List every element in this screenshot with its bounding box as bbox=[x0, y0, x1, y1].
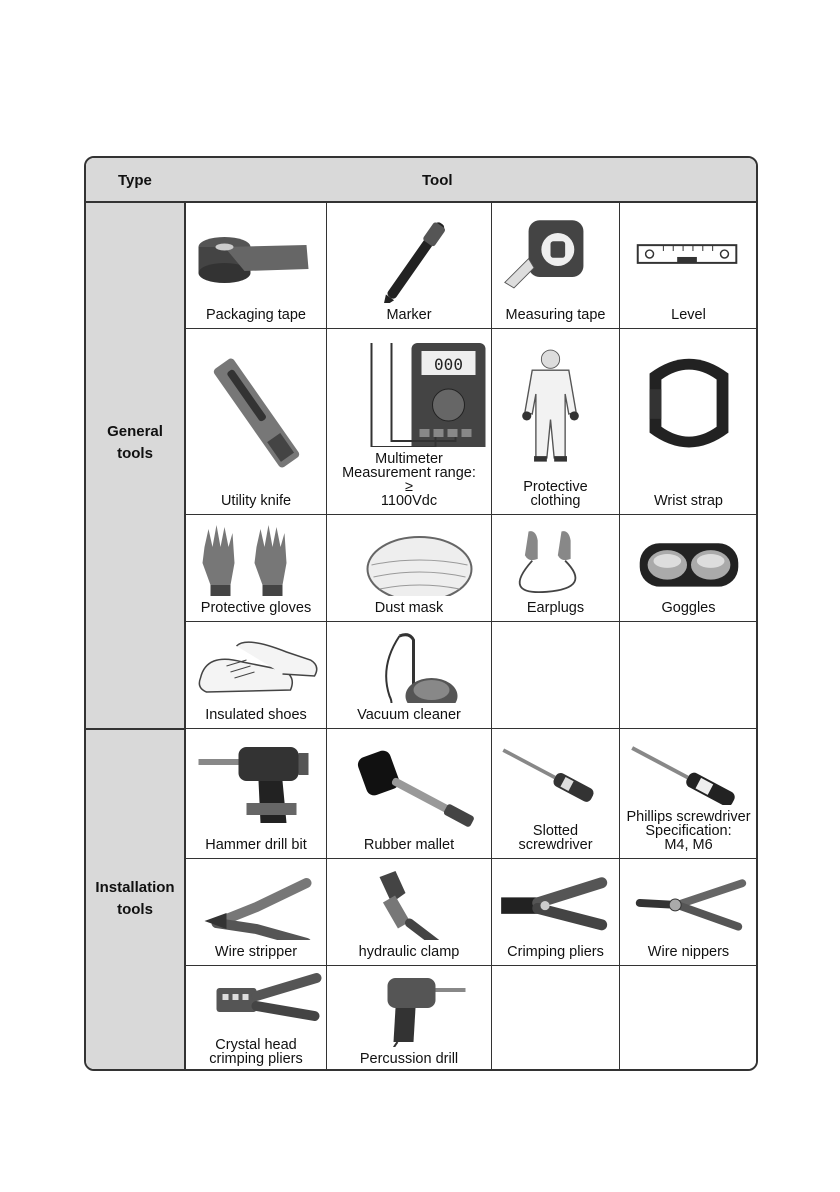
wire-nippers-icon bbox=[620, 863, 758, 940]
crystal-head-crimping-pliers-icon bbox=[186, 970, 327, 1033]
tool-cell-insulated-shoes bbox=[186, 622, 327, 729]
tool-caption bbox=[620, 810, 757, 852]
tool-caption-line: M4, M6 bbox=[664, 837, 713, 853]
wrist-strap-icon bbox=[620, 333, 758, 489]
tool-cell-rubber-mallet bbox=[327, 729, 492, 859]
earplugs-icon bbox=[492, 519, 620, 596]
tool-caption-line: Level bbox=[671, 307, 706, 323]
tool-caption-line: Rubber mallet bbox=[363, 837, 455, 853]
tool-cell-level bbox=[620, 203, 758, 329]
rubber-mallet-icon bbox=[327, 733, 492, 833]
tool-cell-earplugs bbox=[492, 515, 620, 622]
tool-caption bbox=[327, 601, 491, 615]
tool-caption-line: Hammer drill bit bbox=[205, 837, 307, 853]
tool-cell-hammer-drill bbox=[186, 729, 327, 859]
tool-cell-slotted-screwdriver bbox=[492, 729, 620, 859]
tool-caption bbox=[492, 308, 619, 322]
tool-caption-line: Wire stripper bbox=[214, 944, 298, 960]
phillips-screwdriver-icon bbox=[620, 733, 758, 805]
protective-gloves-icon bbox=[186, 519, 327, 596]
tool-caption-line: Crystal head bbox=[215, 1037, 297, 1053]
tool-caption-line: Insulated shoes bbox=[205, 707, 307, 723]
multimeter-icon bbox=[327, 333, 492, 447]
tool-caption bbox=[327, 708, 491, 722]
tool-cell-dust-mask bbox=[327, 515, 492, 622]
tool-caption bbox=[620, 308, 757, 322]
hydraulic-clamp-icon bbox=[327, 863, 492, 940]
tool-cell-marker bbox=[327, 203, 492, 329]
tool-caption bbox=[327, 838, 491, 852]
percussion-drill-icon bbox=[327, 970, 492, 1047]
tool-cell-measuring-tape bbox=[492, 203, 620, 329]
tool-caption-line: Percussion drill bbox=[359, 1051, 459, 1067]
tool-cell-protective-gloves bbox=[186, 515, 327, 622]
tool-caption-line: Dust mask bbox=[374, 600, 444, 616]
group-label-line: Installation bbox=[95, 879, 175, 896]
tool-caption-line: crimping pliers bbox=[209, 1051, 303, 1067]
tool-caption bbox=[327, 308, 491, 322]
tool-caption bbox=[620, 494, 757, 508]
tool-cell-vacuum-cleaner bbox=[327, 622, 492, 729]
svg-text:000: 000 bbox=[434, 355, 463, 374]
utility-knife-icon bbox=[186, 333, 327, 489]
tool-caption-line: Crimping pliers bbox=[507, 944, 604, 960]
tool-cell-crystal-head-crimping-pliers bbox=[186, 966, 327, 1071]
tool-caption-line: ≥ bbox=[405, 479, 413, 495]
group-label-line: General bbox=[107, 423, 163, 440]
tool-caption-line: clothing bbox=[530, 493, 581, 509]
table-header bbox=[86, 158, 756, 203]
tool-caption-line: Specification: bbox=[645, 823, 732, 839]
tool-caption bbox=[492, 480, 619, 508]
wire-stripper-icon bbox=[186, 863, 327, 940]
group-label-line: tools bbox=[117, 445, 153, 462]
slotted-screwdriver-icon bbox=[492, 733, 620, 819]
measuring-tape-icon bbox=[492, 207, 620, 303]
tool-caption-line: Earplugs bbox=[526, 600, 585, 616]
tool-cell-phillips-screwdriver bbox=[620, 729, 758, 859]
tool-caption bbox=[186, 945, 326, 959]
tool-caption-line: hydraulic clamp bbox=[358, 944, 460, 960]
tool-caption bbox=[327, 945, 491, 959]
tool-caption-line: Wire nippers bbox=[647, 944, 730, 960]
tool-caption bbox=[186, 1038, 326, 1066]
empty-cell bbox=[620, 622, 758, 729]
tool-cell-packaging-tape bbox=[186, 203, 327, 329]
tool-caption-line: Wrist strap bbox=[653, 493, 724, 509]
tool-caption-line: Multimeter bbox=[375, 451, 443, 467]
protective-clothing-icon bbox=[492, 333, 620, 475]
tool-caption-line: Measuring tape bbox=[505, 307, 606, 323]
tool-caption bbox=[186, 494, 326, 508]
tool-caption-line: Protective gloves bbox=[200, 600, 312, 616]
tool-caption bbox=[186, 708, 326, 722]
tool-caption bbox=[620, 945, 757, 959]
group-general bbox=[86, 203, 186, 729]
tool-cell-crimping-pliers bbox=[492, 859, 620, 966]
empty-cell bbox=[492, 622, 620, 729]
tool-caption-line: Measurement range: bbox=[342, 465, 476, 481]
hammer-drill-icon bbox=[186, 733, 327, 833]
marker-icon bbox=[327, 207, 492, 303]
goggles-icon bbox=[620, 519, 758, 596]
tool-caption bbox=[186, 308, 326, 322]
crimping-pliers-icon bbox=[492, 863, 620, 940]
tool-cell-multimeter bbox=[327, 329, 492, 515]
tool-caption bbox=[620, 601, 757, 615]
tool-caption-line: Utility knife bbox=[220, 493, 292, 509]
tool-cell-wire-stripper bbox=[186, 859, 327, 966]
tool-caption-line: Vacuum cleaner bbox=[357, 707, 461, 723]
tool-caption bbox=[327, 1052, 491, 1066]
tool-caption-line: 1100Vdc bbox=[380, 493, 438, 509]
insulated-shoes-icon bbox=[186, 626, 327, 703]
tool-caption bbox=[186, 601, 326, 615]
tool-caption bbox=[327, 452, 491, 508]
group-installation bbox=[86, 729, 186, 1071]
type-column-header: Type bbox=[118, 172, 152, 189]
tool-caption-line: screwdriver bbox=[518, 837, 593, 853]
group-label-general bbox=[86, 421, 184, 465]
tool-cell-wrist-strap bbox=[620, 329, 758, 515]
empty-cell bbox=[492, 966, 620, 1071]
tool-cell-percussion-drill bbox=[327, 966, 492, 1071]
tool-caption-line: Packaging tape bbox=[206, 307, 306, 323]
tool-column-header: Tool bbox=[422, 172, 453, 189]
tool-caption bbox=[492, 945, 619, 959]
tool-caption-line: Phillips screwdriver bbox=[626, 809, 751, 825]
tool-caption-line: Goggles bbox=[661, 600, 716, 616]
tool-cell-utility-knife bbox=[186, 329, 327, 515]
tool-caption bbox=[492, 824, 619, 852]
vacuum-cleaner-icon bbox=[327, 626, 492, 703]
tool-caption bbox=[186, 838, 326, 852]
tool-caption-line: Slotted bbox=[532, 823, 579, 839]
dust-mask-icon bbox=[327, 519, 492, 596]
tools-table bbox=[84, 156, 758, 1071]
tool-cell-hydraulic-clamp bbox=[327, 859, 492, 966]
tool-caption bbox=[492, 601, 619, 615]
tool-caption-line: Protective bbox=[523, 479, 588, 495]
tool-cell-protective-clothing bbox=[492, 329, 620, 515]
group-label-line: tools bbox=[117, 901, 153, 918]
group-label-installation bbox=[86, 877, 184, 921]
tool-caption-line: Marker bbox=[386, 307, 432, 323]
empty-cell bbox=[620, 966, 758, 1071]
packaging-tape-icon bbox=[186, 207, 327, 303]
tool-cell-wire-nippers bbox=[620, 859, 758, 966]
level-icon bbox=[620, 207, 758, 303]
tool-cell-goggles bbox=[620, 515, 758, 622]
